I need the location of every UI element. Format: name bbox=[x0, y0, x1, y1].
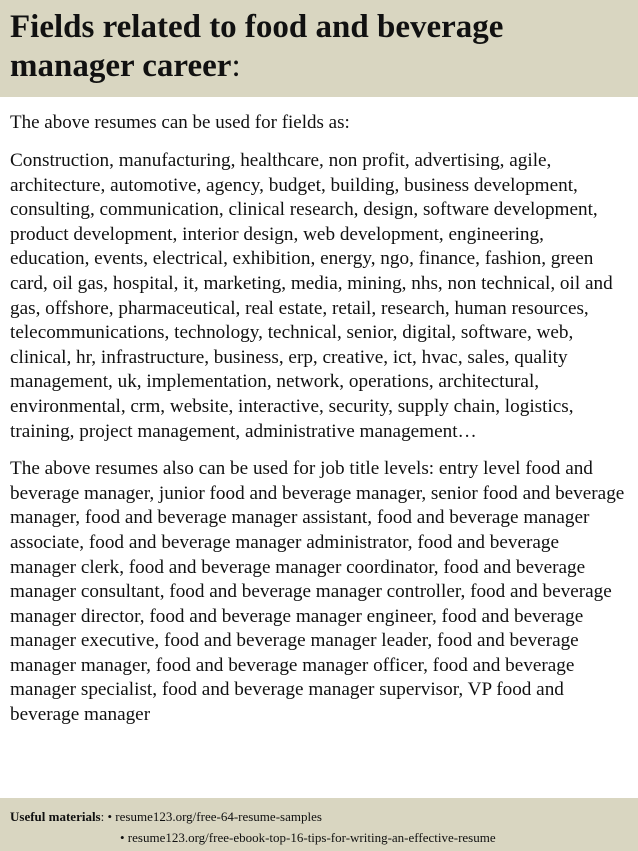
footer-row-second bbox=[10, 827, 638, 848]
footer-band bbox=[0, 798, 638, 851]
footer-row-first bbox=[10, 806, 638, 827]
useful-materials-label bbox=[10, 809, 101, 824]
main-content bbox=[0, 97, 638, 798]
intro-text: The above resumes can be used for fields as: bbox=[10, 112, 350, 133]
resume-samples-link[interactable]: • resume123.org/free-64-resume-samples bbox=[107, 809, 322, 824]
title-band bbox=[0, 0, 638, 97]
page-title-colon: : bbox=[231, 48, 241, 84]
useful-materials-colon: : bbox=[100, 809, 105, 824]
page-title-text: Fields related to food and beverage manager career bbox=[10, 9, 504, 84]
job-levels-paragraph: The above resumes also can be used for job title levels: entry level food and beverage manager, junior food and beverage manager, senior food and beverage manager, food and beverage manager assistant, food and beverage manager associate, food and beverage manager administrator, food and beverage manager clerk, food and beverage manager coordinator, food and beverage manager consultant, food and beverage manager controller, food and beverage manager director, food and beverage manager engineer, food and beverage manager executive, food and beverage manager leader, food and beverage manager manager, food and beverage manager officer, food and beverage manager specialist, food and beverage manager supervisor, VP food and beverage manager bbox=[10, 458, 625, 726]
fields-paragraph: Construction, manufacturing, healthcare, non profit, advertising, agile, architecture, automotive, agency, budget, building, business development, consulting, communication, clinical research, design, software development, product development, interior design, web development, engineering, education, events, electrical, exhibition, energy, ngo, finance, fashion, green card, oil gas, hospital, it, marketing, media, mining, nhs, non technical, oil and gas, offshore, pharmaceutical, real estate, retail, research, human resources, telecommunications, technology, technical, senior, digital, software, web, clinical, hr, infrastructure, business, erp, creative, ict, hvac, sales, quality management, uk, implementation, network, operations, architectural, environmental, crm, website, interactive, security, supply chain, logistics, training, project management, administrative management… bbox=[10, 150, 613, 442]
page-title bbox=[10, 8, 628, 86]
useful-materials-label-text: Useful materials bbox=[10, 809, 101, 824]
ebook-tips-link[interactable]: • resume123.org/free-ebook-top-16-tips-for-writing-an-effective-resume bbox=[120, 830, 496, 845]
